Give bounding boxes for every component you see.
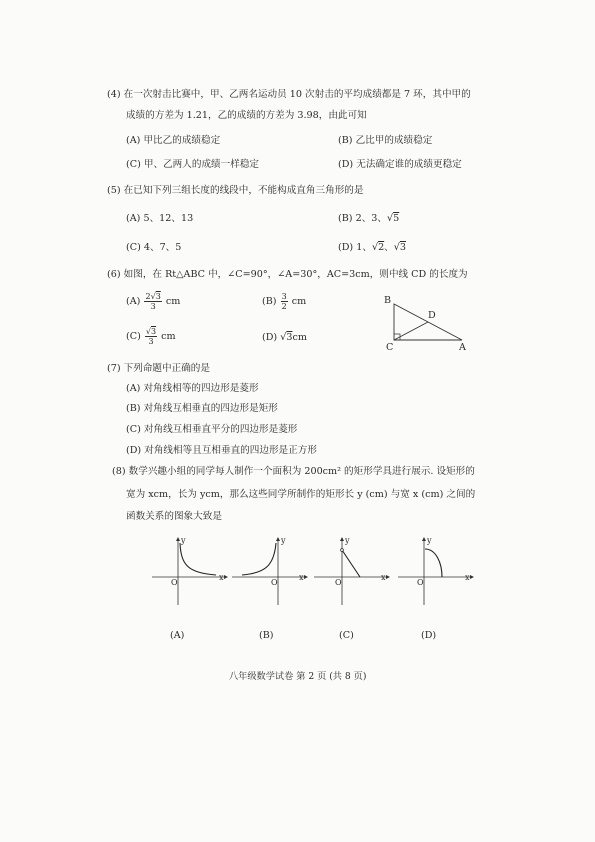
y-axis-arrow xyxy=(276,537,280,541)
q5-option-b-prefix: (B) 2、3、 xyxy=(338,213,387,224)
graph-b-x-label: x xyxy=(299,573,304,582)
graph-b-label: (B) xyxy=(259,630,274,641)
q5-option-b xyxy=(338,212,399,225)
graph-c-y-label: y xyxy=(345,536,350,545)
median-cd xyxy=(394,322,428,340)
q5-option-d xyxy=(338,241,406,254)
q6-option-d xyxy=(262,331,307,344)
q6-option-c xyxy=(126,327,176,346)
graph-c-x-label: x xyxy=(381,573,386,582)
graph-a-origin-label: O xyxy=(171,578,178,587)
graph-curve xyxy=(425,549,442,577)
q6-option-b-fraction xyxy=(281,292,288,311)
q8-graph-d xyxy=(396,535,476,610)
q8-stem-line1: (8) 数学兴趣小组的同学每人制作一个面积为 200cm² 的矩形学具进行展示. 设矩形的 xyxy=(112,466,475,477)
q6-option-c-fraction xyxy=(145,327,157,346)
q7-option-c: (C) 对角线互相垂直平分的四边形是菱形 xyxy=(126,424,298,435)
graph-d-x-label: x xyxy=(465,573,470,582)
sqrt-symbol: √ xyxy=(145,327,151,336)
x-axis-arrow xyxy=(304,575,308,579)
graph-c-origin-label: O xyxy=(335,578,342,587)
page-footer: 八年级数学试卷 第 2 页 (共 8 页) xyxy=(229,671,367,682)
sqrt-symbol: √ xyxy=(371,242,379,253)
q4-option-d: (D) 无法确定谁的成绩更稳定 xyxy=(338,159,462,170)
graph-a-y-label: y xyxy=(181,536,186,545)
q4-stem-line2: 成绩的方差为 1.21，乙的成绩的方差为 3.98，由此可知 xyxy=(126,110,367,121)
sqrt-symbol: √ xyxy=(280,332,287,343)
graph-curve xyxy=(242,543,276,575)
q4-option-b: (B) 乙比甲的成绩稳定 xyxy=(338,135,433,146)
point-label-d: D xyxy=(428,310,436,321)
graph-b-origin-label: O xyxy=(271,578,278,587)
q6-option-c-unit: cm xyxy=(161,331,176,342)
q6-option-a-coef: 2 xyxy=(145,292,151,301)
q6-option-c-radicand: 3 xyxy=(151,327,157,336)
graph-d-label: (D) xyxy=(421,630,437,641)
q5-option-d-radicand-1: 2 xyxy=(378,242,385,253)
graph-c-label: (C) xyxy=(339,630,354,641)
q8-graph-a xyxy=(150,535,230,610)
graph-b-y-label: y xyxy=(281,536,286,545)
sqrt-symbol: √ xyxy=(386,213,394,224)
x-axis-arrow xyxy=(470,575,474,579)
q4-option-a: (A) 甲比乙的成绩稳定 xyxy=(126,135,221,146)
q4-option-c: (C) 甲、乙两人的成绩一样稳定 xyxy=(126,159,260,170)
vertex-label-c: C xyxy=(386,342,394,353)
q5-option-a: (A) 5、12、13 xyxy=(126,213,194,224)
q6-option-d-unit: cm xyxy=(292,332,307,343)
q8-stem-line2: 宽为 xcm，长为 ycm，那么这些同学所制作的矩形长 y (cm) 与宽 x (cm) 之间的 xyxy=(126,489,476,500)
open-endpoint xyxy=(341,549,344,552)
graph-d-y-label: y xyxy=(427,536,432,545)
q6-option-c-label: (C) xyxy=(126,331,141,342)
sqrt-symbol: √ xyxy=(150,292,156,301)
q6-option-b-denominator: 2 xyxy=(281,302,287,311)
q8-graph-b xyxy=(230,535,310,610)
q6-option-d-label: (D) xyxy=(262,332,278,343)
q6-option-d-radicand: 3 xyxy=(286,332,293,343)
q6-triangle-figure xyxy=(380,296,470,356)
q7-option-b: (B) 对角线互相垂直的四边形是矩形 xyxy=(126,403,278,414)
q5-option-d-radicand-2: 3 xyxy=(399,242,406,253)
q6-option-a-label: (A) xyxy=(126,296,141,307)
y-axis-arrow xyxy=(176,537,180,541)
q6-option-a-radicand: 3 xyxy=(155,292,161,301)
q7-option-a: (A) 对角线相等的四边形是菱形 xyxy=(126,383,259,394)
q6-option-a-unit: cm xyxy=(165,296,181,307)
q5-option-d-prefix: (D) 1、 xyxy=(338,242,372,253)
q5-option-b-radicand: 5 xyxy=(393,213,400,224)
q6-stem: (6) 如图，在 Rt△ABC 中，∠C=90°，∠A=30°，AC=3cm，则中线 CD 的长度为 xyxy=(107,269,468,280)
graph-d-origin-label: O xyxy=(417,578,424,587)
graph-line xyxy=(342,550,360,577)
q4-stem-line1: (4) 在一次射击比赛中，甲、乙两名运动员 10 次射击的平均成绩都是 7 环，其中甲的 xyxy=(107,89,471,100)
graph-a-label: (A) xyxy=(170,630,185,641)
vertex-label-a: A xyxy=(459,342,466,353)
q7-option-d: (D) 对角线相等且互相垂直的四边形是正方形 xyxy=(126,445,317,456)
q5-option-d-separator: 、 xyxy=(384,242,394,253)
x-axis-arrow xyxy=(386,575,390,579)
y-axis-arrow xyxy=(340,537,344,541)
q6-option-b-label: (B) xyxy=(262,296,277,307)
q5-option-c: (C) 4、7、5 xyxy=(126,242,182,253)
y-axis-arrow xyxy=(422,537,426,541)
q7-stem: (7) 下列命题中正确的是 xyxy=(107,363,210,374)
q6-option-c-denominator: 3 xyxy=(148,337,154,346)
q5-stem: (5) 在已知下列三组长度的线段中，不能构成直角三角形的是 xyxy=(107,185,364,196)
x-axis-arrow xyxy=(224,575,228,579)
q6-option-b-numerator: 3 xyxy=(281,292,287,301)
graph-curve xyxy=(180,543,216,575)
q8-stem-line3: 函数关系的图象大致是 xyxy=(126,511,222,522)
q6-option-a-denominator: 3 xyxy=(150,302,156,311)
sqrt-symbol: √ xyxy=(393,242,400,253)
q6-option-b xyxy=(262,292,306,311)
vertex-label-b: B xyxy=(384,295,392,306)
q6-option-a xyxy=(126,292,180,311)
q6-option-a-fraction xyxy=(144,292,161,311)
q8-graph-c xyxy=(312,535,392,610)
graph-a-x-label: x xyxy=(219,573,224,582)
q6-option-b-unit: cm xyxy=(291,296,307,307)
